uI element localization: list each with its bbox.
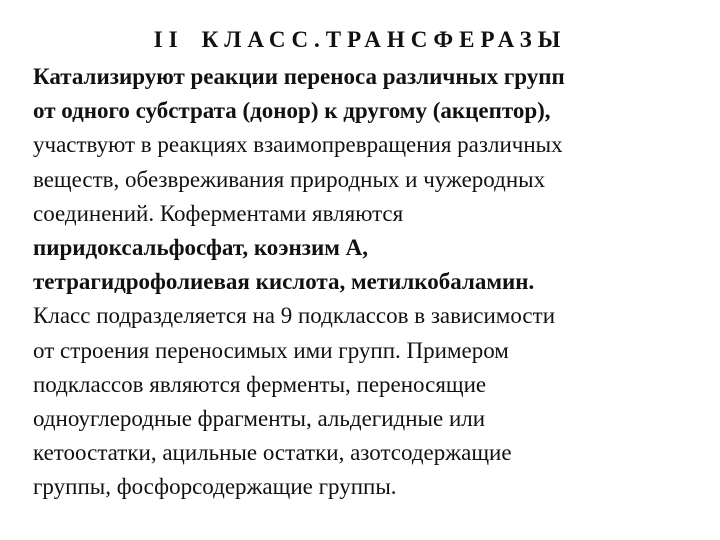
text-line: от одного субстрата (донор) к другому (акцептор), [33,98,551,124]
text-line: участвуют в реакциях взаимопревращения различных [33,132,563,158]
title-number: II [153,27,184,52]
text-line: веществ, обезвреживания природных и чужеродных [33,166,546,192]
slide-title [0,28,720,51]
text-line: кетоостатки, ацильные остатки, азотсодержащие [33,440,512,466]
text-line: тетрагидрофолиевая кислота, метилкобаламин. [33,269,535,295]
text-line: Катализируют реакции переноса различных групп [33,64,565,89]
text-line: подклассов являются ферменты, переносящие [33,371,487,397]
text-line: соединений. Коферментами являются [33,200,404,226]
text-line: одноуглеродные фрагменты, альдегидные или [33,405,486,431]
text-line: от строения переносимых ими групп. Примером [33,337,509,363]
text-line: Класс подразделяется на 9 подклассов в зависимости [33,303,556,329]
body-paragraph [33,60,705,504]
text-line: группы, фосфорсодержащие группы. [33,474,397,500]
title-text: КЛАСС.ТРАНСФЕРАЗЫ [201,27,567,52]
text-line: пиридоксальфосфат, коэнзим А, [33,234,369,260]
